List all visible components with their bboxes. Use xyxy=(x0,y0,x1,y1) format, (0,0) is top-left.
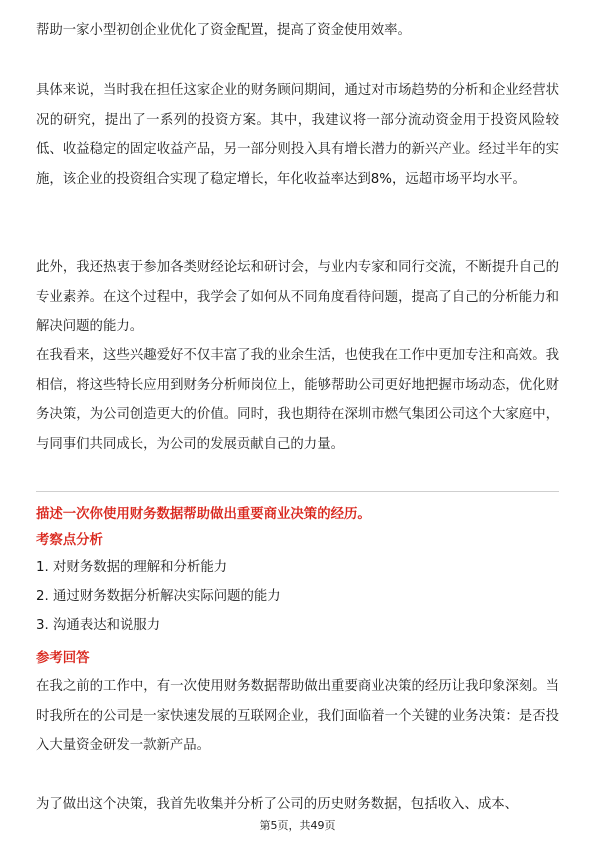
answer-paragraph xyxy=(36,790,559,820)
paragraph-text: 此外，我还热衷于参加各类财经论坛和研讨会，与业内专家和同行交流，不断提升自己的专业素养。在这个过程中，我学会了如何从不同角度看待问题，提高了自己的分析能力和解决问题的能力。 xyxy=(36,260,559,334)
analysis-item: 1. 对财务数据的理解和分析能力 xyxy=(36,560,228,575)
analysis-item: 2. 通过财务数据分析解决实际问题的能力 xyxy=(36,589,281,604)
answer-heading: 参考回答 xyxy=(36,651,90,666)
analysis-item: 3. 沟通表达和说服力 xyxy=(36,618,161,633)
analysis-heading: 考察点分析 xyxy=(36,533,103,548)
answer-paragraph xyxy=(36,672,559,761)
paragraph-text: 帮助一家小型初创企业优化了资金配置，提高了资金使用效率。 xyxy=(36,23,411,38)
paragraph-text: 为了做出这个决策，我首先收集并分析了公司的历史财务数据，包括收入、成本、 xyxy=(36,797,519,812)
paragraph xyxy=(36,76,559,194)
paragraph xyxy=(36,341,559,459)
page-number: 第5页，共49页 xyxy=(259,819,336,832)
paragraph xyxy=(36,16,559,46)
interview-question: 描述一次你使用财务数据帮助做出重要商业决策的经历。 xyxy=(36,507,371,522)
paragraph xyxy=(36,253,559,342)
paragraph-text: 在我看来，这些兴趣爱好不仅丰富了我的业余生活，也使我在工作中更加专注和高效。我相信，将这些特长应用到财务分析师岗位上，能够帮助公司更好地把握市场动态，优化财务决策，为公司创造更大的价值。同时，我也期待在深圳市燃气集团公司这个大家庭中，与同事们共同成长，为公司的发展贡献自己的力量。 xyxy=(36,348,559,452)
section-divider xyxy=(36,491,559,492)
paragraph-text: 具体来说，当时我在担任这家企业的财务顾问期间，通过对市场趋势的分析和企业经营状况的研究，提出了一系列的投资方案。其中，我建议将一部分流动资金用于投资风险较低、收益稳定的固定收益产品，另一部分则投入具有增长潜力的新兴产业。经过半年的实施，该企业的投资组合实现了稳定增长，年化收益率达到8%，远超市场平均水平。 xyxy=(36,83,559,187)
paragraph-text: 在我之前的工作中，有一次使用财务数据帮助做出重要商业决策的经历让我印象深刻。当时我所在的公司是一家快速发展的互联网企业，我们面临着一个关键的业务决策：是否投入大量资金研发一款新产品。 xyxy=(36,679,559,753)
